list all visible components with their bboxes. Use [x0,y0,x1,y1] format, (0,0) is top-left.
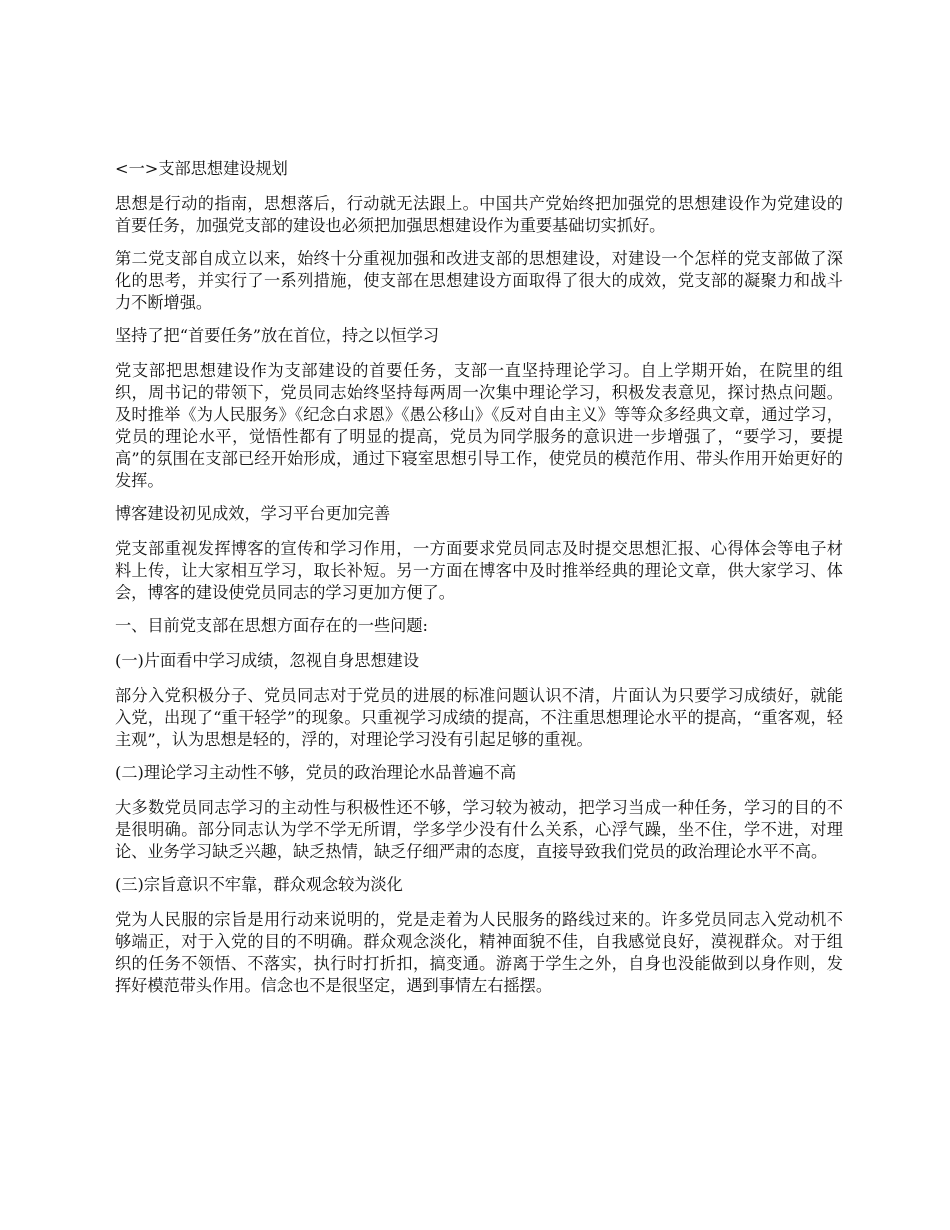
paragraph-theory-study: 党支部把思想建设作为支部建设的首要任务，支部一直坚持理论学习。自上学期开始，在院里的组织，周书记的带领下，党员同志始终坚持每两周一次集中理论学习，积极发表意见，探讨热点问题。及时推举《为人民服务》《纪念白求恩》《愚公移山》《反对自由主义》等等众多经典文章，通过学习，党员的理论水平，觉悟性都有了明显的提高，党员为同学服务的意识进一步增强了，“要学习，要提高”的氛围在支部已经开始形成，通过下寝室思想引导工作，使党员的模范作用、带头作用开始更好的发挥。 [115,361,843,490]
subheading-problem-3: (三)宗旨意识不牢靠，群众观念较为淡化 [115,875,403,894]
subheading-primary-task: 坚持了把“首要任务”放在首位，持之以恒学习 [115,326,440,345]
document-body [115,158,843,1008]
section-heading-problems: 一、目前党支部在思想方面存在的一些问题: [115,616,429,635]
paragraph-branch-overview: 第二党支部自成立以来，始终十分重视加强和改进支部的思想建设，对建设一个怎样的党支部做了深化的思考，并实行了一系列措施，使支部在思想建设方面取得了很大的成效，党支部的凝聚力和战斗力不断增强。 [115,249,843,312]
paragraph-problem-2: 大多数党员同志学习的主动性与积极性还不够，学习较为被动，把学习当成一种任务，学习的目的不是很明确。部分同志认为学不学无所谓，学多学少没有什么关系，心浮气躁，坐不住，学不进，对理论、业务学习缺乏兴趣，缺乏热情，缺乏仔细严肃的态度，直接导致我们党员的政治理论水平不高。 [115,798,843,861]
subheading-blog-construction: 博客建设初见成效，学习平台更加完善 [115,504,391,523]
paragraph-problem-3: 党为人民服的宗旨是用行动来说明的，党是走着为人民服务的路线过来的。许多党员同志入党动机不够端正，对于入党的目的不明确。群众观念淡化，精神面貌不佳，自我感觉良好，漠视群众。对于组织的任务不领悟、不落实，执行时打折扣，搞变通。游离于学生之外，自身也没能做到以身作则，发挥好模范带头作用。信念也不是很坚定，遇到事情左右摇摆。 [115,910,843,995]
section-heading-thought-planning: <一>支部思想建设规划 [115,159,288,178]
paragraph-blog: 党支部重视发挥博客的宣传和学习作用，一方面要求党员同志及时提交思想汇报、心得体会等电子材料上传，让大家相互学习，取长补短。另一方面在博客中及时推举经典的理论文章，供大家学习、体会，博客的建设使党员同志的学习更加方便了。 [115,539,843,602]
subheading-problem-1: (一)片面看中学习成绩，忽视自身思想建设 [115,651,420,670]
paragraph-intro: 思想是行动的指南，思想落后，行动就无法跟上。中国共产党始终把加强党的思想建设作为党建设的首要任务，加强党支部的建设也必须把加强思想建设作为重要基础切实抓好。 [115,194,843,235]
paragraph-problem-1: 部分入党积极分子、党员同志对于党员的进展的标准问题认识不清，片面认为只要学习成绩好，就能入党，出现了“重干轻学”的现象。只重视学习成绩的提高，不注重思想理论水平的提高，“重客观，轻主观”，认为思想是轻的，浮的，对理论学习没有引起足够的重视。 [115,686,843,749]
subheading-problem-2: (二)理论学习主动性不够，党员的政治理论水品普遍不高 [115,763,517,782]
